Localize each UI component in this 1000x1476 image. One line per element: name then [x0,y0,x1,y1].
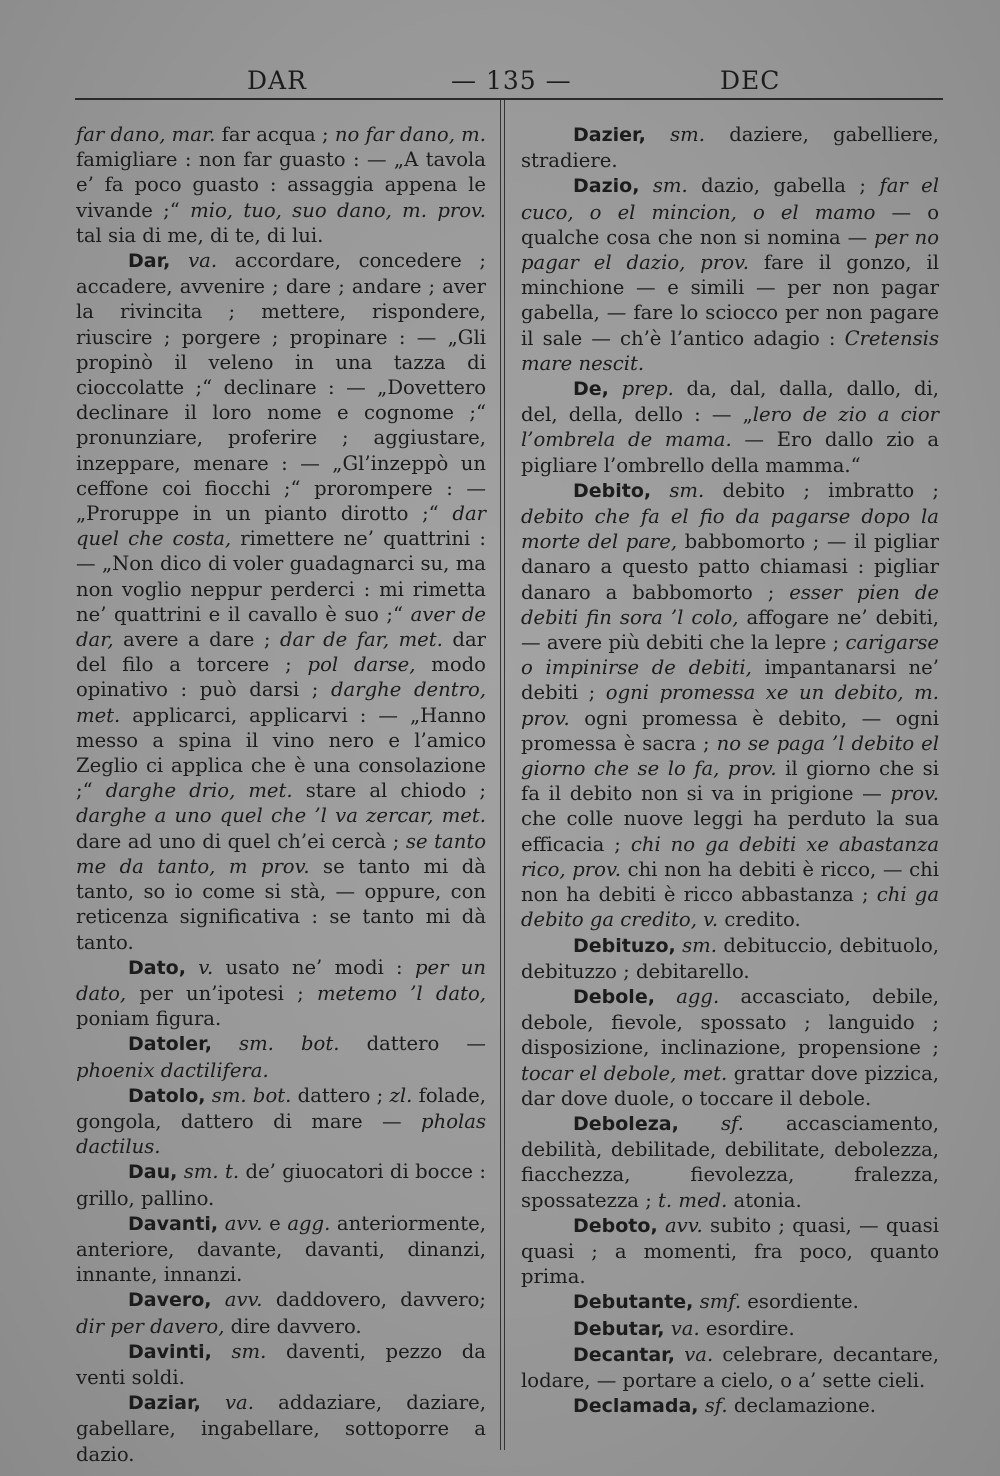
headword: Debutar, [573,1317,665,1340]
definition-text: atonia. [727,1188,802,1212]
italic-text: darghe dentro, met. [76,678,486,727]
definition-text: grattar dove pizzica, dar dove duole, o toccare il debole. [521,1061,939,1110]
definition-text: daddovero, davvero; [262,1288,486,1312]
dictionary-entry [76,1287,486,1338]
headword: Dazio, [573,175,640,198]
dictionary-entry [521,1393,939,1419]
italic-text: prov. [890,782,939,806]
italic-text: va. [664,1316,700,1340]
definition-text: dar del filo a torcere ; [76,628,486,677]
definition-text: far acqua ; [215,123,335,146]
definition-text: da, dal, dalla, dallo, di, del, della, dello : — „ [521,377,939,427]
italic-text: no far dano, m. [334,123,486,146]
header-rule [75,98,943,100]
dictionary-entry [521,984,939,1111]
definition-text: dare ad uno di quel ch’ei cercà ; [76,829,406,853]
italic-text: sm. [211,1339,267,1363]
italic-text: Cretensis mare nescit. [521,326,939,375]
definition-text: fare il gonzo, il minchione — e simili — per non pagar gabella, — fare lo sciocco per non pagare il sale — ch’è l’antico adagio : [521,251,939,350]
definition-text: accasciamento, debilità, debilitade, debilitate, debolezza, fiacchezza, fievolezza, fralezza, spossatezza ; [521,1111,939,1212]
italic-text: dar de far, met. [279,628,443,652]
definition-text: accasciato, debile, debole, fievole, spossato ; languido ; disposizione, inclinazione, propensione ; [521,984,939,1060]
italic-text: no se paga ’l debito el giorno che se lo fa, prov. [521,731,939,781]
headword: Dazier, [573,124,646,146]
definition-text: dire davvero. [224,1314,362,1338]
dictionary-entry [76,248,486,955]
definition-text: de’ giuocatori di bocce : grillo, pallino. [76,1160,487,1210]
left-column [76,122,486,1467]
dictionary-entry [521,173,939,376]
italic-text: tocar el debole, met. [521,1061,728,1085]
dictionary-entry [521,376,939,478]
definition-text: affogare ne’ debiti, — avere più debiti che la lepre ; [521,605,939,655]
italic-text: sm. bot. [205,1083,292,1107]
italic-text: sm. t. [177,1160,240,1184]
definition-text: rimettere ne’ quattrini : — „Non dico di voler guadagnarci su, ma non voglio neppur perderci : mi rimetta ne’ quattrini e il cavallo è suo ;“ [76,527,486,626]
definition-text: ogni promessa è debito, — ogni promessa è sacra ; [521,706,939,755]
definition-text: tal sia di me, di te, di lui. [76,223,324,247]
definition-text: modo opinativo : può darsi ; [76,653,486,702]
italic-text: mio, tuo, suo dano, m. prov. [190,198,486,222]
italic-text: per no pagar el dazio, prov. [521,225,939,275]
headword: Decantar, [573,1343,675,1366]
italic-text: va. [170,249,218,273]
dictionary-entry [76,1390,486,1467]
italic-text: dir per davero, [76,1314,225,1338]
dictionary-entry [76,1211,486,1288]
italic-text: t. med. [658,1188,728,1212]
dictionary-entry [76,1031,486,1082]
definition-text: usato ne’ modi : [213,955,415,979]
headword: Dau, [128,1161,178,1184]
definition-text: esordire. [699,1316,795,1340]
definition-text: debito ; imbratto ; [704,478,939,502]
definition-text: dattero ; [291,1083,390,1107]
italic-text: darghe a uno quel che ’l va zercar, met. [76,804,486,828]
italic-text: per un dato, [76,955,486,1005]
dictionary-entry [521,933,939,984]
dictionary-entry [521,1316,939,1342]
italic-text: avv. [657,1213,703,1237]
page-number: — 135 — [451,66,572,95]
headword: Debutante, [573,1291,694,1314]
italic-text: sm. [651,478,705,502]
italic-text: avv. [218,1211,263,1235]
column-divider [500,100,505,1450]
dictionary-entry [521,122,939,173]
definition-text: — o qualche cosa che non si nomina — [521,200,939,249]
definition-text: daziere, gabelliere, stradiere. [521,123,939,173]
headword: Datolo, [128,1084,206,1107]
definition-text: poniam figura. [76,1007,222,1031]
dictionary-entry [76,1339,486,1390]
headword: Deboleza, [573,1112,679,1135]
definition-text: celebrare, decantare, lodare, — portare a cielo, o a’ sette cieli. [521,1342,939,1392]
italic-text: debito che fa el fio da pagarse dopo la morte del pare, [521,505,939,554]
dictionary-entry [521,1289,939,1315]
italic-text: far dano, mar. [76,123,216,146]
definition-text: e [262,1211,288,1235]
italic-text: agg. [654,984,720,1008]
page-header [75,62,943,96]
italic-text: agg. [287,1211,331,1235]
definition-text: — Ero dallo zio a pigliare l’ombrello della mamma.“ [521,428,939,477]
headword: Debito, [573,479,652,502]
dictionary-entry [521,1342,939,1393]
italic-text: smf. [693,1290,742,1314]
headword: Davinti, [128,1340,212,1363]
italic-text: dar quel che costa, [76,502,486,551]
headword: Dar, [128,250,171,273]
definition-text: babbomorto ; — il pigliar danaro a questo patto chiamasi : pigliar danaro a babbomorto ; [521,530,939,604]
headword: Debituzo, [573,934,676,957]
definition-text: daventi, pezzo da venti soldi. [76,1339,486,1389]
continued-entry [76,122,486,248]
definition-text: chi non ha debiti è ricco, — chi non ha debiti è ricco abbastanza ; [521,857,939,907]
headword: Debole, [573,985,655,1008]
italic-text: chi ga debito ga credito, v. [521,883,940,932]
definition-text: accordare, concedere ; accadere, avvenire ; dare ; andare ; aver la rivincita ; mettere, rispondere, riuscire ; porgere ; propinare : — „Gli propinò il veleno in una tazza di cioccolatte ;“ declinare : — „Dovettero declinare il loro nome e cognome ;“ pronunziare, proferire ; aggiustare, inzeppare, menare : — „Gl’inzeppò un ceffone coi fiocchi ;“ prorompere : — „Proruppe in un pianto dirotto ;“ [76,249,486,526]
italic-text: sm. [675,933,717,957]
definition-text: per un’ipotesi ; [126,981,317,1005]
italic-text: esser pien de debiti fin sora ’l colo, [521,580,940,629]
definition-text: anteriormente, anteriore, davante, davanti, dinanzi, innante, innanzi. [76,1211,486,1287]
dictionary-entry [76,955,486,1032]
italic-text: phoenix dactilifera. [76,1058,269,1082]
definition-text: addaziare, daziare, gabellare, ingabellare, sottoporre a dazio. [76,1391,486,1466]
italic-text: chi no ga debiti xe abastanza rico, prov. [521,832,940,881]
definition-text: credito. [718,908,801,932]
definition-text: se tanto mi dà tanto, so io come si stà, — oppure, con reticenza significativa : se tanto mi dà tanto. [76,854,486,954]
definition-text: il giorno che si fa il debito non si va in prigione — [521,757,939,806]
definition-text: avere a dare ; [113,628,280,652]
italic-text: darghe drio, met. [105,779,293,803]
header-left-guideword: DAR [247,66,307,95]
definition-text: impantanarsi ne’ debiti ; [521,656,939,705]
header-right-guideword: DEC [720,66,781,95]
italic-text: v. [185,955,214,979]
headword: Deboto, [573,1214,658,1237]
dictionary-entry [521,1111,939,1213]
dictionary-entry [521,478,939,933]
headword: Davanti, [128,1212,219,1235]
headword: Declamada, [573,1395,699,1418]
italic-text: sf. [698,1394,728,1418]
italic-text: sf. [678,1111,744,1135]
definition-text: dazio, gabella ; [687,174,880,198]
definition-text: applicarci, applicarvi : — „Hanno messo a spina il vino nero e l’amico Zeglio ci applica che è una consolazione ;“ [76,703,486,803]
italic-text: carigarse o impinirse de debiti, [521,631,939,680]
italic-text: sm. bot. [211,1032,340,1056]
italic-text: pol darse, [307,653,416,677]
headword: Dato, [128,956,186,979]
headword: Datoler, [128,1033,212,1056]
definition-text: esordiente. [741,1290,859,1314]
definition-text: famigliare : non far guasto : — „A tavola e’ fa poco guasto : assaggia appena le vivande ;“ [76,148,486,222]
italic-text: lero de zio a cior l’ombrela de mama. [521,403,940,452]
dictionary-entry [76,1159,486,1210]
definition-text: debituccio, debituolo, debituzzo ; debitarello. [521,933,939,983]
italic-text: sm. [645,123,705,146]
italic-text: aver de dar, [76,602,486,652]
italic-text: ogni promessa xe un debito, m. prov. [521,681,939,730]
italic-text: se tanto me da tanto, m prov. [76,829,486,878]
definition-text: che colle nuove leggi ha perduto la sua efficacia ; [521,807,939,856]
headword: De, [573,378,609,401]
right-column [521,122,939,1419]
headword: Daziar, [128,1392,201,1415]
italic-text: zl. [389,1083,413,1107]
definition-text: declamazione. [727,1394,876,1418]
italic-text: avv. [211,1288,263,1312]
dictionary-entry [76,1083,486,1160]
dictionary-entry [521,1213,939,1290]
italic-text: va. [200,1391,254,1415]
definition-text: folade, gongola, dattero di mare — [76,1083,486,1133]
italic-text: prep. [608,377,674,401]
italic-text: va. [674,1342,714,1366]
definition-text: stare al chiodo ; [292,779,486,803]
italic-text: sm. [639,174,688,198]
italic-text: far el cuco, o el mincion, o el mamo [521,174,940,224]
definition-text: subito ; quasi, — quasi quasi ; a momenti, fra poco, quanto prima. [521,1213,939,1289]
definition-text: dattero — [339,1032,487,1056]
italic-text: pholas dactilus. [76,1109,486,1159]
headword: Davero, [128,1289,212,1312]
italic-text: metemo ’l dato, [316,981,486,1005]
